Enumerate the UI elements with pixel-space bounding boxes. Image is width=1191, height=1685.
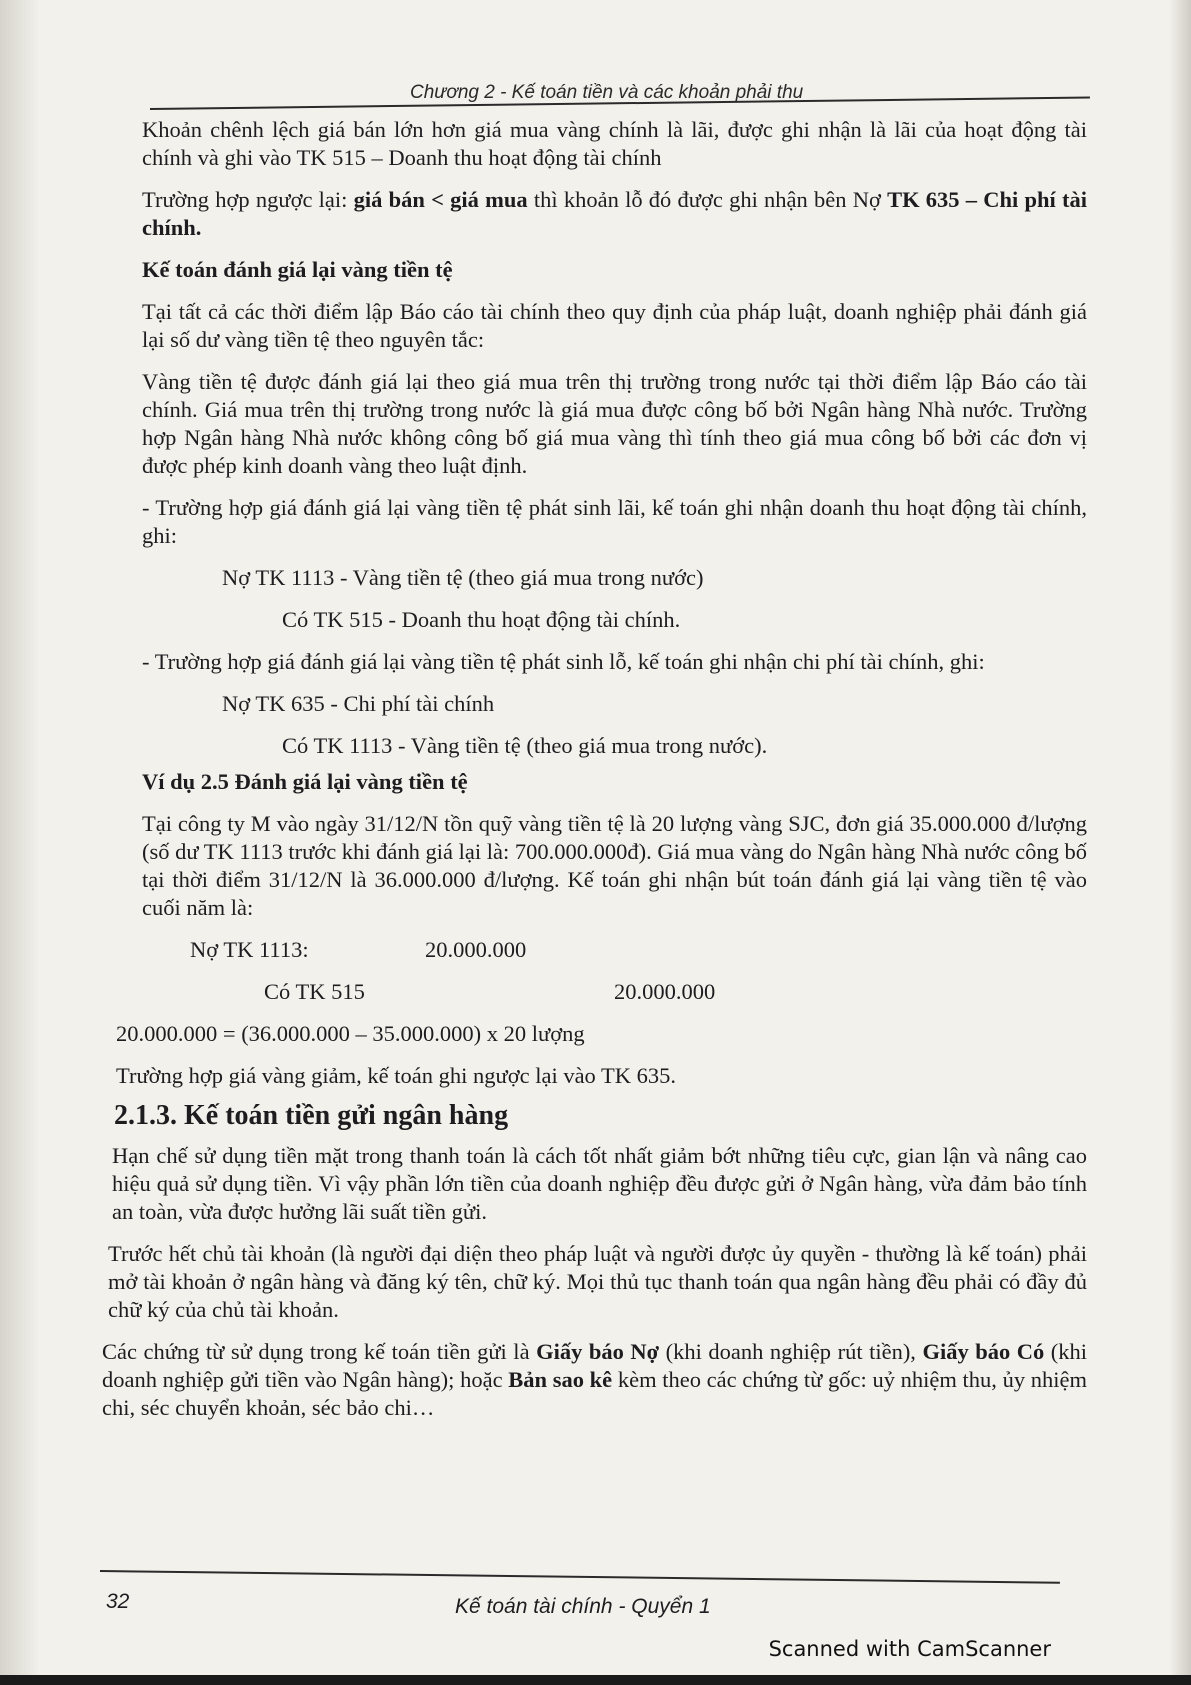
entry-credit-515: Có TK 515 - Doanh thu hoạt động tài chính. (282, 607, 681, 632)
example-text: Tại công ty M vào ngày 31/12/N tồn quỹ vàng tiền tệ là 20 lượng vàng SJC, đơn giá 35.000.000 đ/lượng (số dư TK 1113 trước khi đánh giá lại là: 700.000.000đ). Giá mua vàng do Ngân hàng Nhà nước công bố tại thời điểm 31/12/N là 36.000.000 đ/lượng. Kế toán ghi nhận bút toán đánh giá lại vàng tiền tệ vào cuối năm là: (142, 811, 1087, 920)
paragraph-documents (102, 1338, 1087, 1422)
example-debit-amount: 20.000.000 (425, 937, 527, 962)
bold-text: TK 635 – Chi phí tài chính. (142, 187, 1087, 240)
heading-revaluation: Kế toán đánh giá lại vàng tiền tệ (142, 257, 453, 282)
example-title: Ví dụ 2.5 Đánh giá lại vàng tiền tệ (142, 769, 468, 794)
paragraph-bank-intro: Hạn chế sử dụng tiền mặt trong thanh toán là cách tốt nhất giảm bớt những tiêu cực, gian lận và nâng cao hiệu quả sử dụng tiền. Vì vậy phần lớn tiền của doanh nghiệp đều được gửi ở Ngân hàng, vừa đảm bảo tính an toàn, vừa được hưởng lãi suất tiền gửi. (112, 1143, 1087, 1224)
scan-bottom-band (0, 1675, 1191, 1685)
paragraph-gain: Khoản chênh lệch giá bán lớn hơn giá mua vàng chính là lãi, được ghi nhận là lãi của hoạt động tài chính và ghi vào TK 515 – Doanh thu hoạt động tài chính (142, 117, 1087, 170)
bold-text: giá bán < giá mua (353, 187, 528, 212)
example-debit-row (142, 936, 1087, 964)
example-note: Trường hợp giá vàng giảm, kế toán ghi ngược lại vào TK 635. (116, 1063, 677, 1088)
entry-credit-1113: Có TK 1113 - Vàng tiền tệ (theo giá mua trong nước). (282, 733, 768, 758)
section-title: 2.1.3. Kế toán tiền gửi ngân hàng (114, 1100, 509, 1131)
paragraph-loss-case: - Trường hợp giá đánh giá lại vàng tiền tệ phát sinh lỗ, kế toán ghi nhận chi phí tài chính, ghi: (142, 649, 985, 674)
book-title: Kế toán tài chính - Quyển 1 (455, 1595, 711, 1618)
example-debit-label: Nợ TK 1113: (190, 937, 309, 962)
bold-text: Bản sao kê (508, 1367, 613, 1392)
text: (khi doanh nghiệp rút tiền), (659, 1339, 923, 1364)
text: Trường hợp ngược lại: (142, 187, 354, 212)
example-credit-amount: 20.000.000 (614, 979, 716, 1004)
page-body (102, 116, 1088, 1422)
text: (khi doanh nghiệp gửi tiền vào Ngân hàng); hoặc (102, 1339, 1088, 1392)
page-number: 32 (106, 1590, 130, 1613)
page-edge-shadow-right (1169, 0, 1191, 1685)
paragraph-gain-case: - Trường hợp giá đánh giá lại vàng tiền tệ phát sinh lãi, kế toán ghi nhận doanh thu hoạt động tài chính, ghi: (142, 495, 1087, 548)
paragraph-account-holder: Trước hết chủ tài khoản (là người đại diện theo pháp luật và người được ủy quyền - thường là kế toán) phải mở tài khoản ở ngân hàng và đăng ký tên, chữ ký. Mọi thủ tục thanh toán qua ngân hàng đều phải có đầy đủ chữ ký của chủ tài khoản. (108, 1241, 1087, 1322)
scanner-watermark: Scanned with CamScanner (768, 1637, 1051, 1661)
bold-text: Giấy báo Có (922, 1339, 1045, 1364)
text: Các chứng từ sử dụng trong kế toán tiền gửi là (102, 1339, 537, 1364)
example-credit-label: Có TK 515 (264, 979, 365, 1004)
example-calculation: 20.000.000 = (36.000.000 – 35.000.000) x 20 lượng (116, 1021, 585, 1046)
paragraph-loss (142, 186, 1087, 242)
text: thì khoản lỗ đó được ghi nhận bên Nợ (527, 187, 888, 212)
paragraph-reval-intro: Tại tất cả các thời điểm lập Báo cáo tài chính theo quy định của pháp luật, doanh nghiệp phải đánh giá lại số dư vàng tiền tệ theo nguyên tắc: (142, 299, 1087, 352)
entry-debit-635: Nợ TK 635 - Chi phí tài chính (222, 691, 495, 716)
bold-text: Giấy báo Nợ (536, 1339, 660, 1364)
page-edge-shadow-left (0, 0, 40, 1685)
text: kèm theo các chứng từ gốc: uỷ nhiệm thu, ủy nhiệm chi, séc chuyển khoản, séc bảo chi… (102, 1367, 1088, 1420)
footer-rule (100, 1570, 1060, 1584)
paragraph-reval-rule: Vàng tiền tệ được đánh giá lại theo giá mua trên thị trường trong nước tại thời điểm lập Báo cáo tài chính. Giá mua trên thị trường trong nước là giá mua được công bố bởi Ngân hàng Nhà nước. Trường hợp Ngân hàng Nhà nước không công bố giá mua vàng thì tính theo giá mua công bố bởi các đơn vị được phép kinh doanh vàng theo luật định. (142, 369, 1087, 478)
entry-debit-1113: Nợ TK 1113 - Vàng tiền tệ (theo giá mua trong nước) (222, 565, 704, 590)
running-head: Chương 2 - Kế toán tiền và các khoản phải thu (410, 82, 804, 103)
example-credit-row (142, 978, 1087, 1006)
